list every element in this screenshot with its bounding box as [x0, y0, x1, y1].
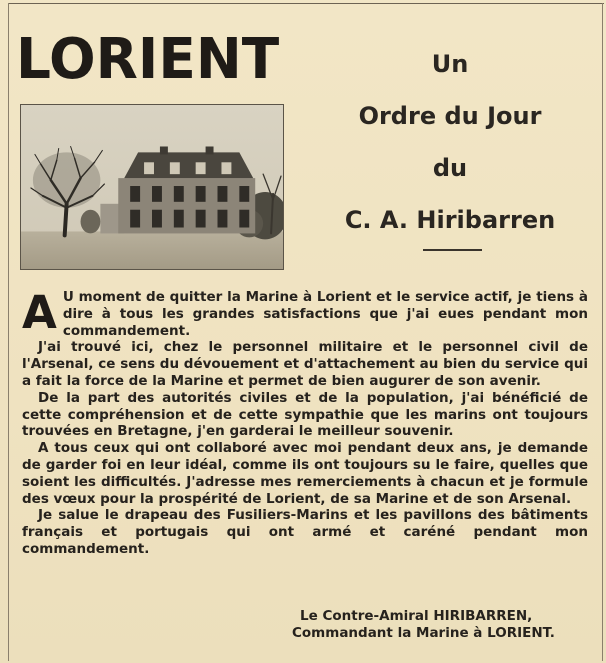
article-paragraph-3: De la part des autorités civiles et de la population, j'ai bénéficié de cette compréhension et de cette sympathie que les marins ont toujours trouvées en Bretagne, j'en garderai le meilleur souvenir.: [22, 389, 588, 440]
signature-line-2: Commandant la Marine à LORIENT.: [292, 625, 555, 641]
headline-line-4: C. A. Hiribarren: [344, 206, 556, 234]
masthead-title: LORIENT: [16, 27, 280, 92]
headline-divider: [423, 249, 482, 251]
top-border-rule: [8, 3, 604, 4]
signature-block: [292, 608, 592, 642]
article-paragraph-1: U moment de quitter la Marine à Lorient et le service actif, je tiens à dire à tous les grandes satisfactions que j'ai eues pendant mon commandement.: [62, 289, 588, 339]
headline-line-3: du: [432, 154, 468, 182]
article-paragraph-2: J'ai trouvé ici, chez le personnel militaire et le personnel civil de l'Arsenal, ce sens du dévouement et d'attachement au bien du service qui a fait la force de la Marine et permet de bien augurer de son avenir.: [22, 339, 588, 389]
article-body: [22, 286, 588, 558]
chateau-photo-icon: [21, 105, 283, 269]
article-paragraph-4: A tous ceux qui ont collaboré avec moi pendant deux ans, je demande de garder foi en leur idéal, comme ils ont toujours su le faire, quelles que soient les difficultés. J'adresse mes remerciements à chacun et je formule des vœux pour la prospérité de Lorient, de sa Marine et de son Arsenal.: [22, 440, 588, 507]
building-photo: [20, 104, 284, 270]
headline-line-2: Ordre du Jour: [358, 102, 542, 130]
article-paragraph-5: Je salue le drapeau des Fusiliers-Marins et les pavillons des bâtiments français et portugais qui ont armé et caréné pendant mon commandement.: [22, 507, 588, 557]
signature-line-1: Le Contre-Amiral HIRIBARREN,: [300, 608, 533, 624]
headline: [300, 38, 600, 246]
drop-cap: A: [22, 286, 57, 339]
left-border-rule: [8, 3, 9, 661]
right-border-rule: [602, 3, 603, 661]
headline-line-1: Un: [431, 50, 469, 78]
